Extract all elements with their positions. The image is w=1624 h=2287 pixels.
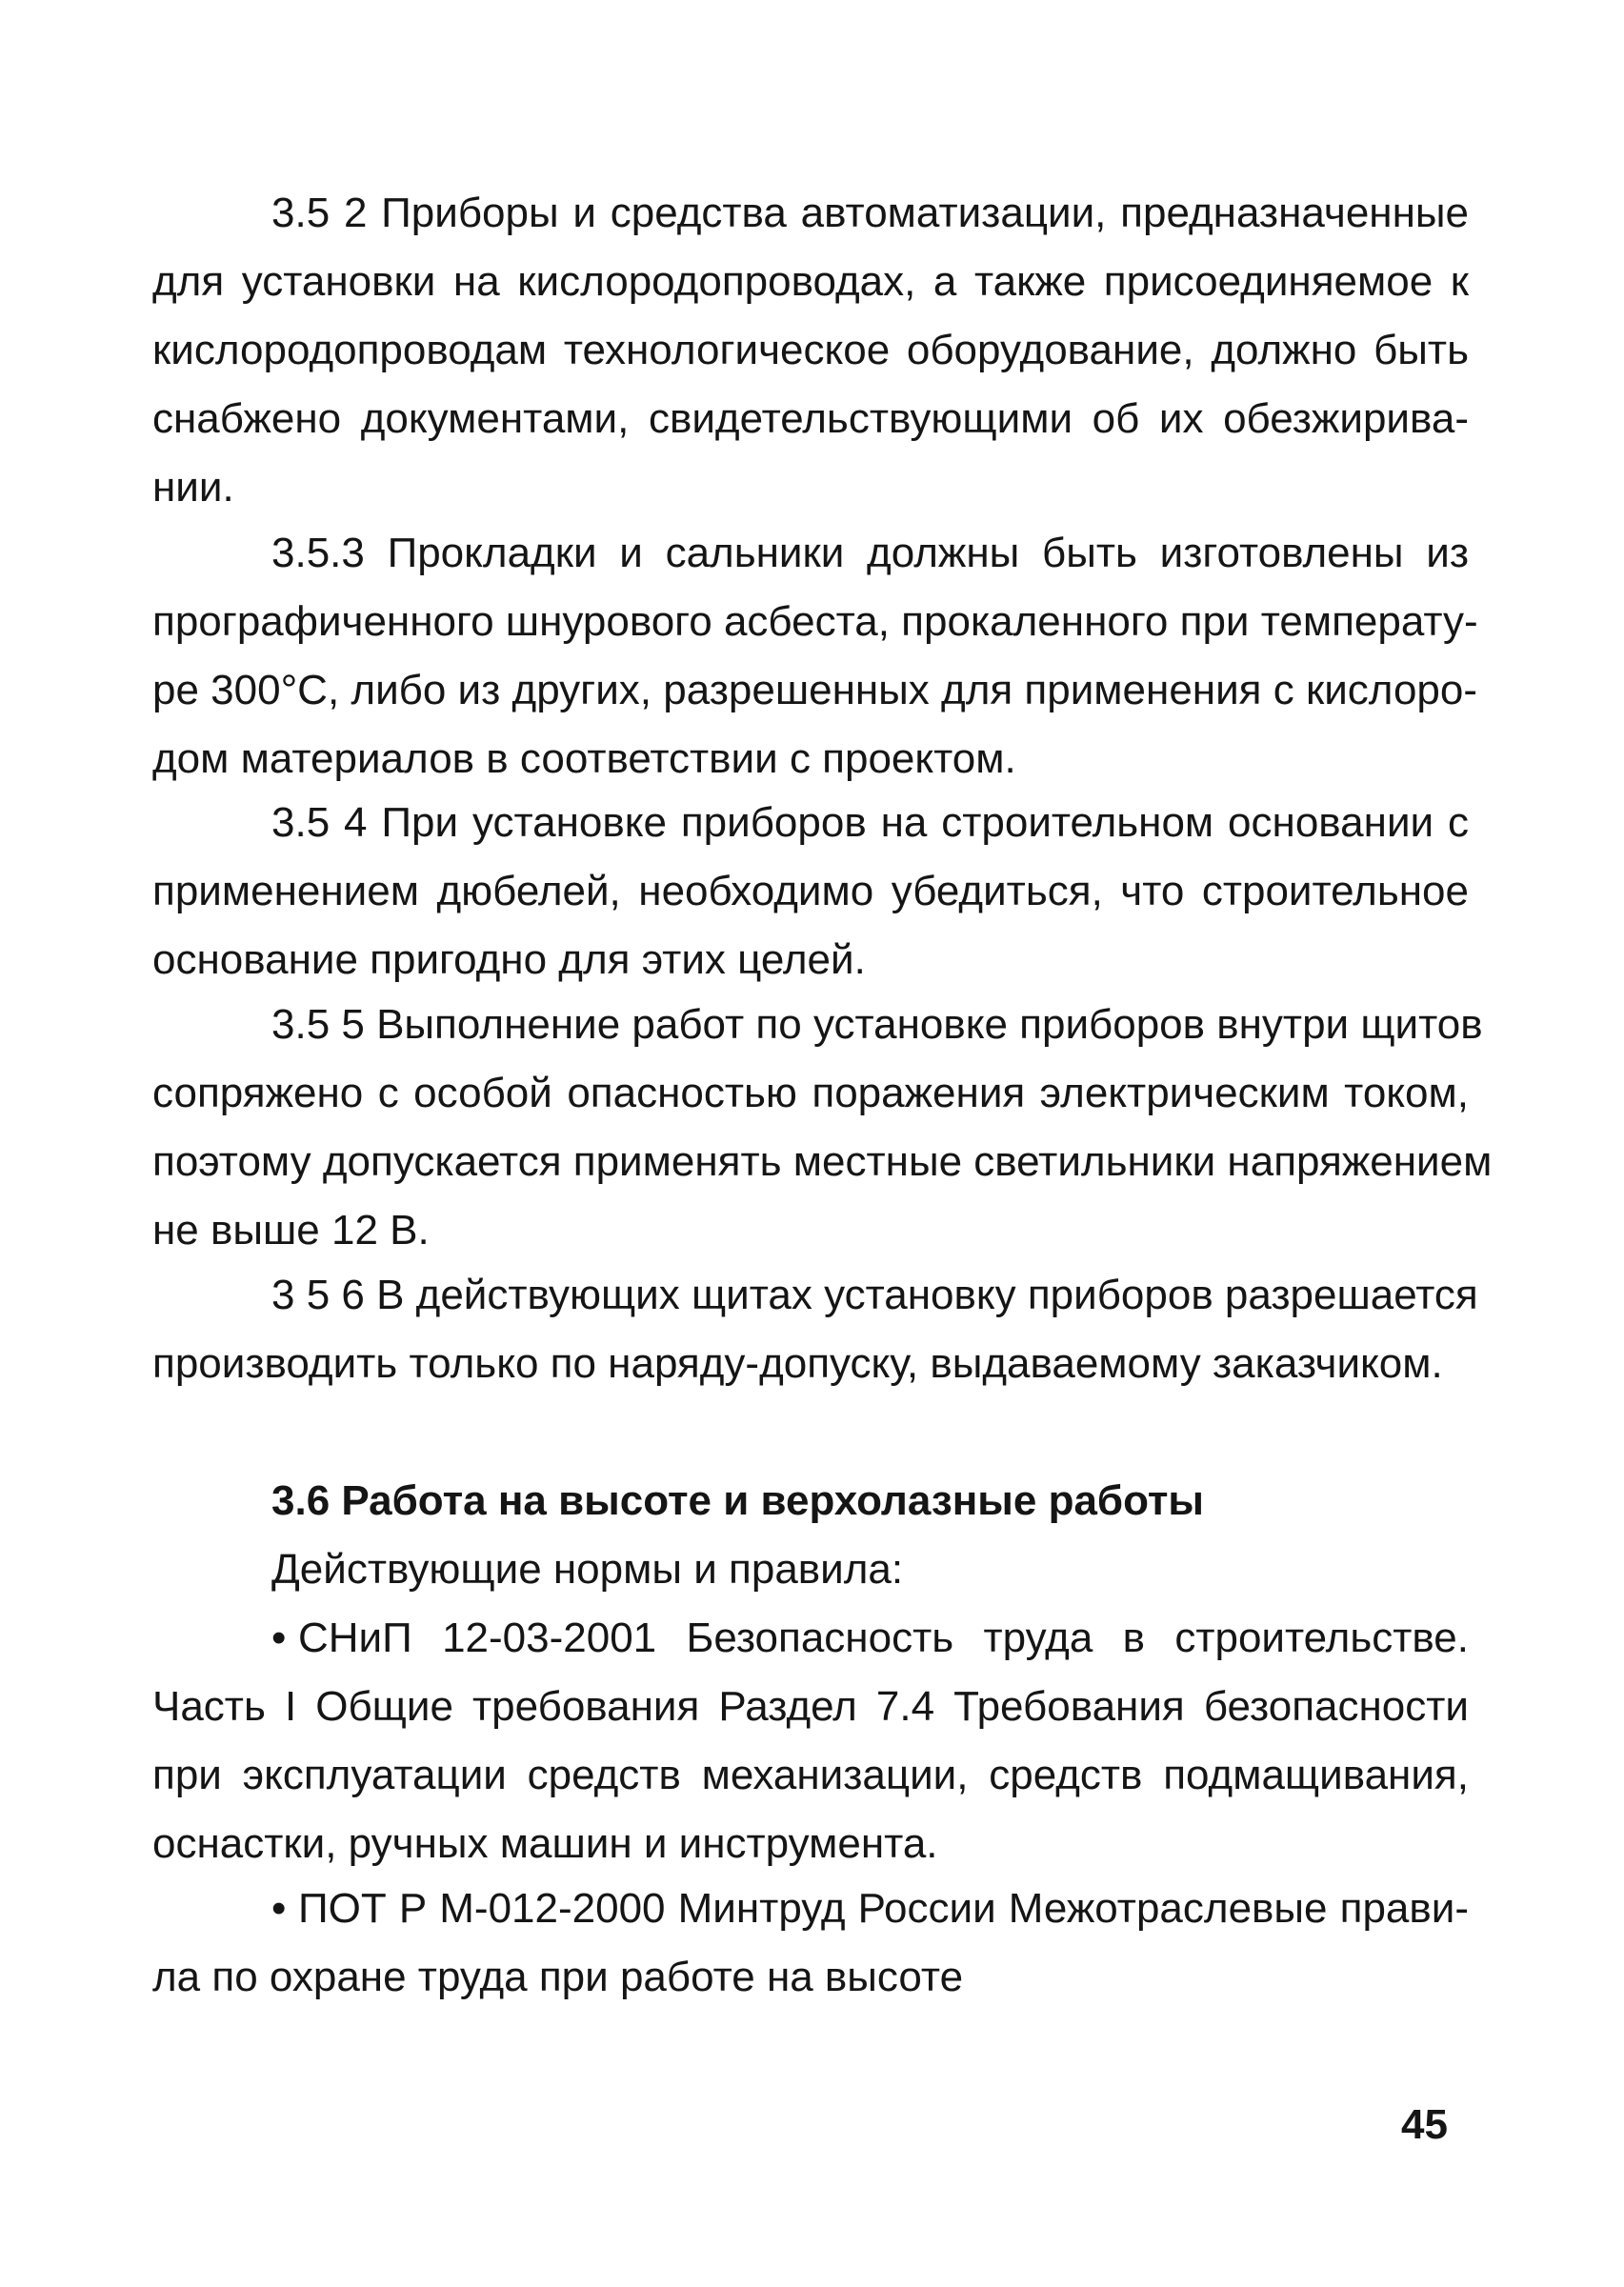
text-line: кислородопроводам технологическое оборудование, должно быть [152, 327, 1469, 373]
text-line: СНиП 12-03-2001 Безопасность труда в строительстве. [298, 1615, 1469, 1661]
bullet-item-pot [152, 1875, 1469, 2012]
text-line: не выше 12 В. [152, 1207, 430, 1254]
text-line: поэтому допускается применять местные светильники напряжением [152, 1138, 1493, 1185]
text-line: 3.5.3 Прокладки и сальники должны быть изготовлены из [271, 530, 1469, 576]
paragraph-3-5-5 [152, 991, 1493, 1265]
text-line: нии. [152, 464, 234, 511]
section-heading-block [152, 1467, 1469, 1604]
bullet-first-line [152, 1875, 1469, 1943]
text-line: 3.5 4 При установке приборов на строительном основании с [271, 799, 1469, 846]
page-number: 45 [1401, 2101, 1448, 2148]
text-line: сопряжено с особой опасностью поражения электрическим током, [152, 1070, 1469, 1116]
text-line: прографиченного шнурового асбеста, прокаленного при температу- [152, 598, 1478, 645]
bullet-item-snip [152, 1604, 1469, 1878]
text-line: 3.5 2 Приборы и средства автоматизации, предназначенные [271, 190, 1469, 236]
bullet-first-line [152, 1604, 1469, 1673]
text-line: 3.5 5 Выполнение работ по установке приборов внутри щитов [271, 1001, 1483, 1048]
text-line: основание пригодно для этих целей. [152, 936, 866, 983]
bullet-icon: • [271, 1615, 287, 1661]
paragraph-3-5-4 [152, 789, 1469, 994]
text-line: дом материалов в соответствии с проектом. [152, 735, 1016, 782]
text-line: производить только по наряду-допуску, выдаваемому заказчиком. [152, 1340, 1443, 1387]
text-line: ре 300°С, либо из других, разрешенных для применения с кислоро- [152, 667, 1478, 713]
text-line: 3 5 6 В действующих щитах установку приборов разрешается [271, 1272, 1478, 1318]
text-line: оснастки, ручных машин и инструмента. [152, 1820, 938, 1867]
paragraph-3-5-6 [152, 1261, 1478, 1398]
text-line: снабжено документами, свидетельствующими об их обезжирива- [152, 395, 1469, 442]
section-intro: Действующие нормы и правила: [271, 1546, 904, 1593]
text-line: ла по охране труда при работе на высоте [152, 1954, 964, 2000]
paragraph-3-5-2 [152, 179, 1469, 522]
text-line: для установки на кислородопроводах, а также присоединяемое к [152, 258, 1469, 305]
bullet-icon: • [271, 1885, 287, 1932]
text-line: Часть I Общие требования Раздел 7.4 Требования безопасности [152, 1683, 1469, 1730]
text-line: при эксплуатации средств механизации, средств подмащивания, [152, 1752, 1469, 1798]
text-line: ПОТ Р М-012-2000 Минтруд России Межотраслевые прави- [298, 1885, 1469, 1932]
text-line: применением дюбелей, необходимо убедиться, что строительное [152, 868, 1469, 914]
paragraph-3-5-3 [152, 519, 1478, 793]
section-heading: 3.6 Работа на высоте и верхолазные работы [271, 1477, 1204, 1524]
